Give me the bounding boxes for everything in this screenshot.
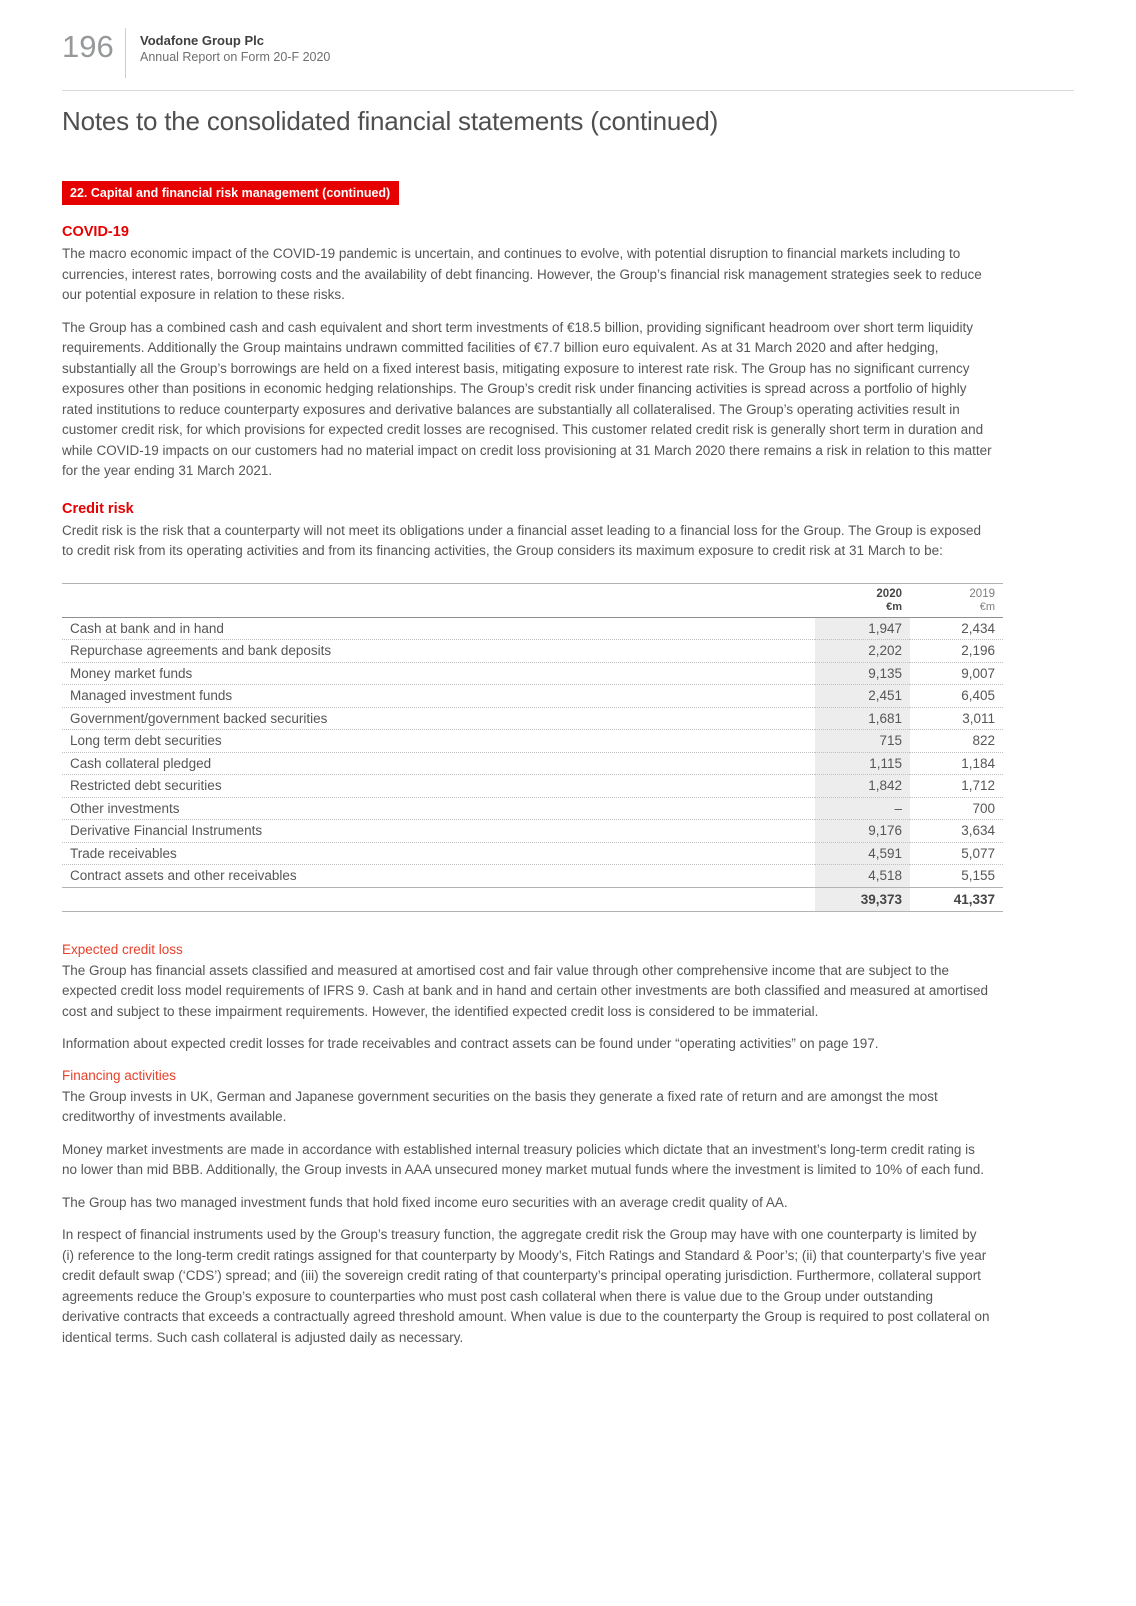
value-2020: 9,176	[815, 820, 910, 843]
header-divider	[125, 28, 126, 78]
table-row	[62, 617, 1003, 640]
total-2019: 41,337	[910, 887, 1003, 911]
value-2020: 1,681	[815, 707, 910, 730]
table-row	[62, 640, 1003, 663]
value-2020: 1,115	[815, 752, 910, 775]
row-label: Repurchase agreements and bank deposits	[62, 640, 815, 663]
page-header	[62, 28, 1074, 78]
value-2019: 5,155	[910, 865, 1003, 888]
table-row	[62, 752, 1003, 775]
row-label: Derivative Financial Instruments	[62, 820, 815, 843]
table-row	[62, 842, 1003, 865]
total-2020: 39,373	[815, 887, 910, 911]
section-badge: 22. Capital and financial risk management (continued)	[62, 181, 399, 205]
company-name: Vodafone Group Plc	[140, 33, 264, 48]
value-2019: 6,405	[910, 685, 1003, 708]
report-meta	[140, 28, 330, 78]
row-label: Trade receivables	[62, 842, 815, 865]
row-label: Managed investment funds	[62, 685, 815, 708]
column-header-2020	[815, 583, 910, 617]
value-2019: 2,196	[910, 640, 1003, 663]
row-label: Money market funds	[62, 662, 815, 685]
value-2020: 715	[815, 730, 910, 753]
credit-exposure-table	[62, 583, 1003, 912]
value-2020: 2,202	[815, 640, 910, 663]
table-total-row	[62, 887, 1003, 911]
expected-credit-loss-paragraph-1: The Group has financial assets classified and measured at amortised cost and fair value through other comprehensive income that are subject to the expected credit loss model requirements of IFRS 9. Cash at bank and in hand and certain other investments are both classified and measured at amortised cost and subject to these impairment requirements. However, the identified expected credit loss is considered to be immaterial.	[62, 962, 989, 1019]
value-2020: 4,518	[815, 865, 910, 888]
value-2019: 9,007	[910, 662, 1003, 685]
year-2019-label: 2019	[969, 587, 995, 600]
unit-2020-label: €m	[886, 600, 902, 613]
expected-credit-loss-heading: Expected credit loss	[62, 941, 183, 957]
page-number: 196	[62, 29, 114, 64]
table-row	[62, 662, 1003, 685]
page-title: Notes to the consolidated financial statements (continued)	[62, 106, 719, 136]
row-label: Government/government backed securities	[62, 707, 815, 730]
financing-paragraph-4: In respect of financial instruments used by the Group’s treasury function, the aggregate credit risk the Group may have with one counterparty is limited by (i) reference to the long-term credit ratings assigned for that counterparty by Moody’s, Fitch Ratings and Standard & Poor’s; (ii) that counterparty’s five year credit default swap (‘CDS’) spread; and (iii) the sovereign credit rating of that counterparty’s principal operating jurisdiction. Furthermore, collateral support agreements reduce the Group’s exposure to counterparties who must post cash collateral when there is value due to the Group under outstanding derivative contracts that exceeds a contractually agreed threshold amount. When value is due to the counterparty the Group is required to post collateral on identical terms. Such cash collateral is adjusted daily as necessary.	[62, 1227, 990, 1345]
value-2019: 700	[910, 797, 1003, 820]
financing-paragraph-1: The Group invests in UK, German and Japanese government securities on the basis they generate a fixed rate of return and are amongst the most creditworthy of investments available.	[62, 1088, 938, 1124]
table-row	[62, 820, 1003, 843]
report-name: Annual Report on Form 20-F 2020	[140, 50, 331, 64]
row-label: Restricted debt securities	[62, 775, 815, 798]
table-row	[62, 775, 1003, 798]
financing-activities-heading: Financing activities	[62, 1067, 177, 1083]
row-label: Other investments	[62, 797, 815, 820]
value-2020: 1,842	[815, 775, 910, 798]
covid-heading: COVID-19	[62, 224, 129, 240]
row-label: Long term debt securities	[62, 730, 815, 753]
value-2019: 822	[910, 730, 1003, 753]
value-2020: 2,451	[815, 685, 910, 708]
row-label: Cash collateral pledged	[62, 752, 815, 775]
value-2019: 5,077	[910, 842, 1003, 865]
credit-risk-heading: Credit risk	[62, 500, 134, 517]
table-row	[62, 707, 1003, 730]
value-2020: 4,591	[815, 842, 910, 865]
row-label: Contract assets and other receivables	[62, 865, 815, 888]
credit-risk-intro: Credit risk is the risk that a counterparty will not meet its obligations under a financial asset leading to a financial loss for the Group. The Group is exposed to credit risk from its operating activities and from its financing activities, the Group considers its maximum exposure to credit risk at 31 March to be:	[62, 522, 981, 558]
table-header-row	[62, 583, 1003, 617]
value-2020: 1,947	[815, 617, 910, 640]
value-2019: 1,712	[910, 775, 1003, 798]
year-2020-label: 2020	[876, 587, 902, 600]
value-2019: 2,434	[910, 617, 1003, 640]
column-header-2019	[910, 583, 1003, 617]
unit-2019-label: €m	[979, 600, 995, 613]
table-row	[62, 865, 1003, 888]
value-2020: 9,135	[815, 662, 910, 685]
expected-credit-loss-paragraph-2: Information about expected credit losses for trade receivables and contract assets can be found under “operating activities” on page 197.	[62, 1036, 879, 1051]
financing-paragraph-3: The Group has two managed investment funds that hold fixed income euro securities with an average credit quality of AA.	[62, 1194, 788, 1210]
value-2019: 3,634	[910, 820, 1003, 843]
value-2019: 1,184	[910, 752, 1003, 775]
header-spacer	[62, 583, 815, 617]
table-row	[62, 685, 1003, 708]
total-spacer	[62, 887, 815, 911]
value-2020: –	[815, 797, 910, 820]
financing-paragraph-2: Money market investments are made in accordance with established internal treasury policies which dictate that an investment’s long-term credit rating is no lower than mid BBB. Additionally, the Group invests in AAA unsecured money market mutual funds where the investment is limited to 10% of each fund.	[62, 1141, 984, 1177]
covid-paragraph-1: The macro economic impact of the COVID-19 pandemic is uncertain, and continues to evolve, with potential disruption to financial markets including to currencies, interest rates, borrowing costs and the availability of debt financing. However, the Group’s financial risk management strategies seek to reduce our potential exposure in relation to these risks.	[62, 246, 982, 302]
table-row	[62, 797, 1003, 820]
value-2019: 3,011	[910, 707, 1003, 730]
covid-paragraph-2: The Group has a combined cash and cash equivalent and short term investments of €18.5 billion, providing significant headroom over short term liquidity requirements. Additionally the Group maintains undrawn committed facilities of €7.7 billion euro equivalent. As at 31 March 2020 and after hedging, substantially all the Group’s borrowings are held on a fixed interest basis, mitigating exposure to interest rate risk. The Group has no significant currency exposures other than positions in economic hedging relationships. The Group’s credit risk under financing activities is spread across a portfolio of highly rated institutions to reduce counterparty exposures and derivative balances are substantially all collateralised. The Group’s operating activities result in customer credit risk, for which provisions for expected credit losses are recognised. This customer related credit risk is generally short term in duration and while COVID-19 impacts on our customers had no material impact on credit loss provisioning at 31 March 2020 there remains a risk in relation to this matter for the year ending 31 March 2021.	[62, 319, 992, 478]
row-label: Cash at bank and in hand	[62, 617, 815, 640]
table-row	[62, 730, 1003, 753]
header-rule	[62, 90, 1074, 91]
